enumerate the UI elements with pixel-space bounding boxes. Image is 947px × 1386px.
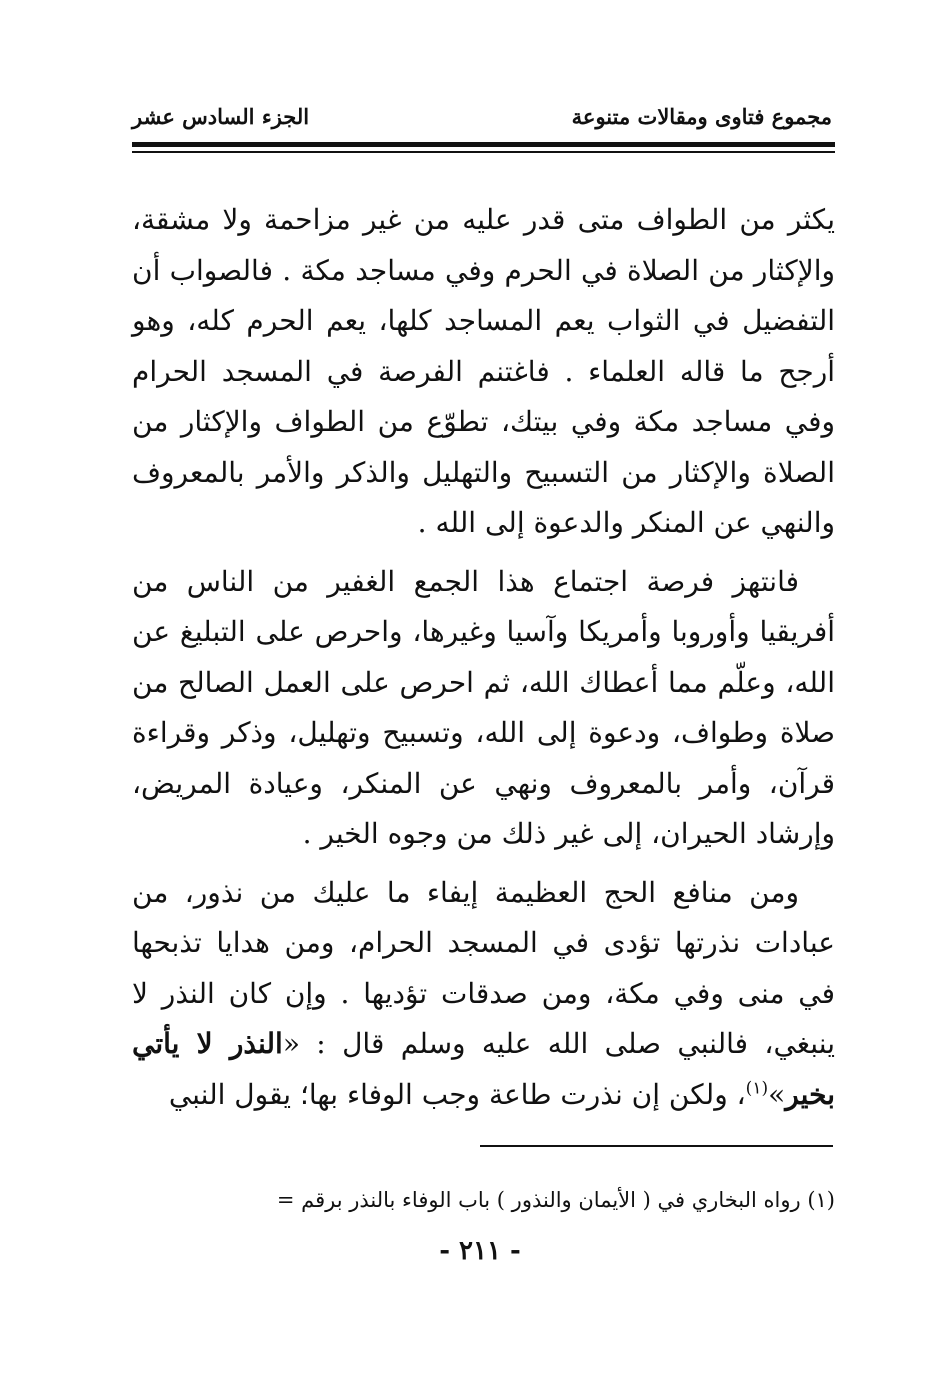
footnote-reference[interactable]: (١) [745,1078,769,1099]
main-text [132,195,835,1128]
header-rule-thick [132,142,835,147]
paragraph-3 [132,868,835,1121]
page-header [132,104,832,140]
footnote: (١) رواه البخاري في ( الأيمان والنذور ) باب الوفاء بالنذر برقم = [276,1188,835,1212]
paragraph-3-text-before: ومن منافع الحج العظيمة إيفاء ما عليك من نذور، من عبادات نذرتها تؤدى في المسجد الحرام، ومن هدايا تذبحها في منى وفي مكة، ومن صدقات تؤديها . وإن كان النذر لا ينبغي، فالنبي صلى الله عليه وسلم قال : « [132,875,835,1060]
page-number: - ٢١١ - [439,1236,521,1266]
quote-close: » [768,1077,786,1111]
volume-label: الجزء السادس عشر [132,104,310,129]
paragraph-3-text-after: ، ولكن إن نذرت طاعة وجب الوفاء بها؛ يقول النبي [168,1077,746,1111]
header-rule-thin [132,151,835,153]
paragraph-2: فانتهز فرصة اجتماع هذا الجمع الغفير من الناس من أفريقيا وأوروبا وأمريكا وآسيا وغيرها، واحرص على التبليغ عن الله، وعلّم مما أعطاك الله، ثم احرص على العمل الصالح من صلاة وطواف، ودعوة إلى الله، وتسبيح وتهليل، وذكر وقراءة قرآن، وأمر بالمعروف ونهي عن المنكر، وعيادة المريض، وإرشاد الحيران، إلى غير ذلك من وجوه الخير . [132,564,835,850]
footnote-separator [480,1145,833,1147]
hadith-quote: النذر لا يأتي بخير [132,1027,835,1111]
book-title: مجموع فتاوى ومقالات متنوعة [571,104,832,129]
paragraph-1: يكثر من الطواف متى قدر عليه من غير مزاحمة ولا مشقة، والإكثار من الصلاة في الحرم وفي مساجد مكة . فالصواب أن التفضيل في الثواب يعم المساجد كلها، يعم الحرم كله، وهو أرجح ما قاله العلماء . فاغتنم الفرصة في المسجد الحرام وفي مساجد مكة وفي بيتك، تطوّع من الطواف والإكثار من الصلاة والإكثار من التسبيح والتهليل والذكر والأمر بالمعروف والنهي عن المنكر والدعوة إلى الله . [132,203,835,539]
